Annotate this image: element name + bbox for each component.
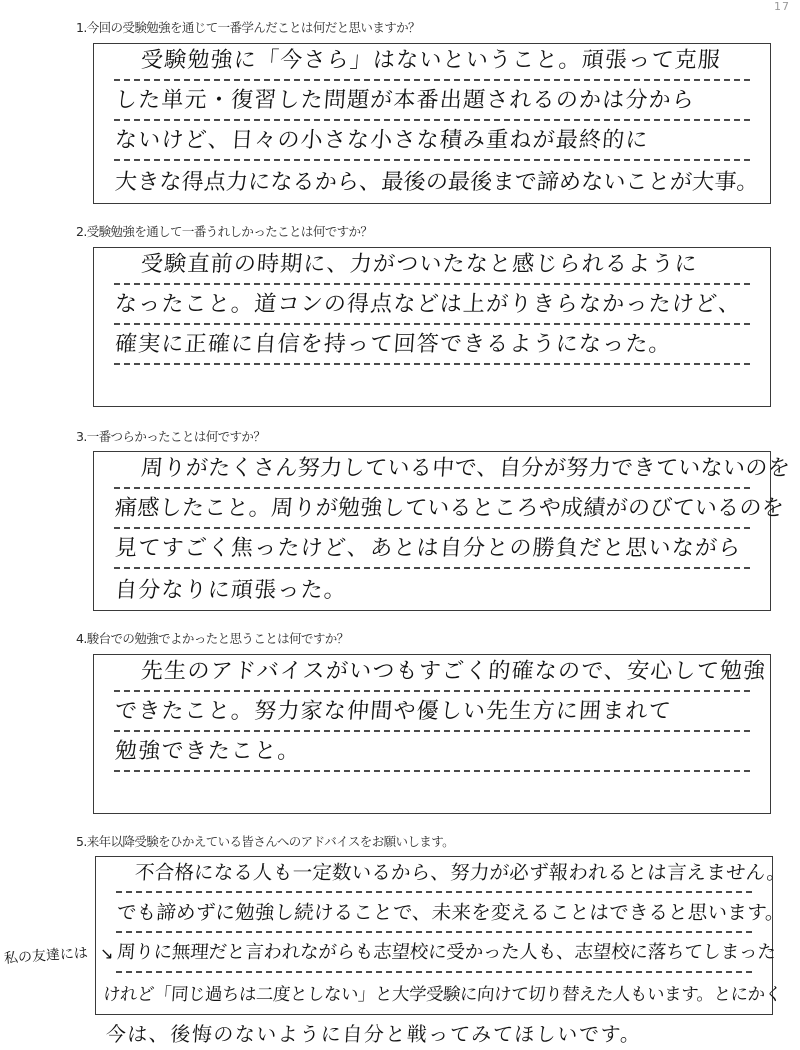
answer-line <box>114 732 750 772</box>
answer-text: した単元・復習した問題が本番出題されるのかは分から <box>114 88 696 113</box>
question-1-label: 1.今回の受験勉強を通じて一番学んだことは何だと思いますか？ <box>76 20 420 35</box>
answer-line <box>116 933 777 973</box>
answer-line <box>114 365 750 405</box>
answer-text: 受験直前の時期に、力がついたなと感じられるように <box>140 252 699 277</box>
answer-box-1[interactable] <box>93 43 771 204</box>
answer-line <box>114 325 750 365</box>
answer-text: 確実に正確に自信を持って回答できるようになった。 <box>114 332 673 357</box>
answer-line <box>114 449 792 489</box>
answer-line <box>114 81 750 121</box>
answer-line <box>114 489 785 529</box>
answer-line <box>114 692 750 732</box>
arrow-mark-icon: ↘ <box>100 944 114 963</box>
answer-line <box>114 569 750 609</box>
answer-text: 自分なりに頑張った。 <box>114 578 348 603</box>
answer-text: でも諦めずに勉強し続けることで、未来を変えることはできると思います。 <box>116 901 786 924</box>
answer-box-3[interactable] <box>93 451 792 611</box>
answer-line <box>114 245 750 285</box>
answer-overflow-text: 今は、後悔のないように自分と戦ってみてほしいです。 <box>105 1022 643 1046</box>
answer-box-2[interactable] <box>93 247 771 407</box>
answer-text: 不合格になる人も一定数いるから、努力が必ず報われるとは言えません。 <box>134 861 788 884</box>
answer-text: 勉強できたこと。 <box>114 739 302 764</box>
answer-line <box>116 853 788 893</box>
answer-text: できたこと。努力家な仲間や優しい先生方に囲まれて <box>114 699 673 724</box>
answer-text: 見てすごく焦ったけど、あとは自分との勝負だと思いながら <box>114 536 743 561</box>
answer-line <box>114 285 750 325</box>
answer-text: 受験勉強に「今さら」はないということ。頑張って克服 <box>140 48 722 73</box>
answer-text: 先生のアドバイスがいつもすごく的確なので、安心して勉強 <box>140 659 768 684</box>
answer-line <box>114 529 750 569</box>
answer-line <box>114 41 750 81</box>
answer-box-5[interactable] <box>95 856 788 1015</box>
page-number-mark: 17 <box>774 0 790 13</box>
margin-note: 私の友達には <box>3 945 89 967</box>
answer-text: 周りがたくさん努力している中で、自分が努力できていないのを <box>140 456 792 481</box>
answer-line <box>114 772 750 812</box>
answer-line <box>102 973 783 1013</box>
answer-line <box>114 161 760 201</box>
answer-line <box>114 652 768 692</box>
answer-text: 痛感したこと。周りが勉強しているところや成績がのびているのを <box>114 496 785 521</box>
question-5-label: 5.来年以降受験をひかえている皆さんへのアドバイスをお願いします。 <box>76 834 455 849</box>
answer-text: なったこと。道コンの得点などは上がりきらなかったけど、 <box>114 292 743 317</box>
answer-text: 周りに無理だと言われながらも志望校に受かった人も、志望校に落ちてしまった <box>116 942 777 963</box>
answer-text: 大きな得点力になるから、最後の最後まで諦めないことが大事。 <box>114 170 760 195</box>
answer-text: けれど「同じ過ちは二度としない」と大学受験に向けて切り替えた人もいます。とにかく <box>102 985 783 1005</box>
question-4-label: 4.駿台での勉強でよかったと思うことは何ですか？ <box>76 631 349 646</box>
question-2-label: 2.受験勉強を通して一番うれしかったことは何ですか？ <box>76 224 373 239</box>
answer-line <box>114 121 750 161</box>
answer-text: ないけど、日々の小さな小さな積み重ねが最終的に <box>114 128 650 153</box>
answer-line <box>116 893 786 933</box>
answer-box-4[interactable] <box>93 654 771 814</box>
question-3-label: 3.一番つらかったことは何ですか？ <box>76 429 266 444</box>
